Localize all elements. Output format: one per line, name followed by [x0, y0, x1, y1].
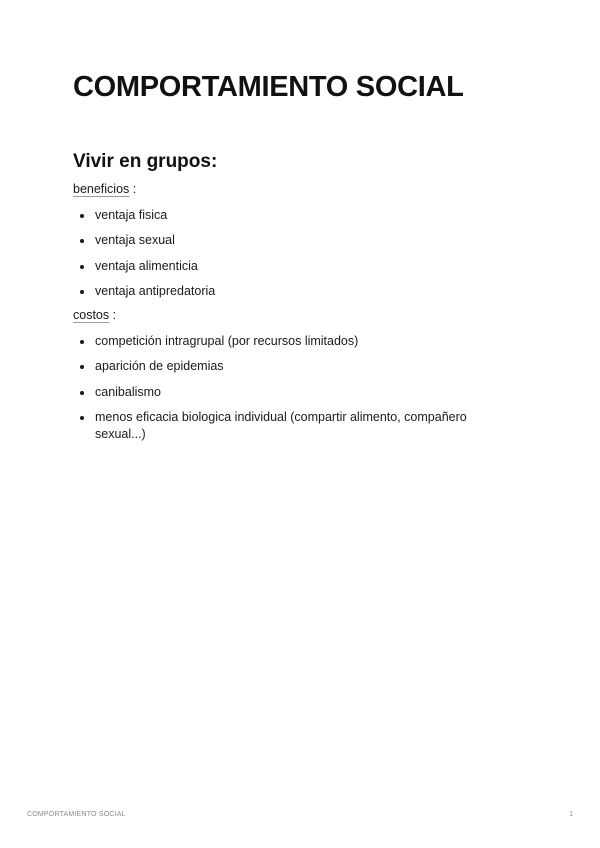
list-item-text: ventaja sexual	[95, 233, 175, 247]
list-item	[73, 409, 513, 443]
list-item	[73, 258, 513, 275]
costs-label: costos	[73, 308, 110, 322]
list-item-text: aparición de epidemias	[95, 359, 224, 373]
list-item-text: ventaja alimenticia	[95, 258, 198, 273]
list-item	[73, 333, 513, 350]
page-title: COMPORTAMIENTO SOCIAL	[73, 71, 464, 103]
list-item-text: canibalismo	[95, 384, 162, 399]
list-item	[73, 358, 513, 375]
bullet-icon	[80, 365, 84, 369]
list-item-text: menos eficacia biologica individual (compartir alimento, compañero sexual...)	[95, 410, 467, 441]
costs-section	[73, 307, 513, 443]
bullet-icon	[80, 239, 84, 243]
list-item-text: ventaja fisica	[95, 207, 168, 222]
benefits-section	[73, 181, 513, 300]
costs-separator: :	[109, 308, 117, 322]
bullet-icon	[80, 214, 84, 218]
costs-label-line	[73, 307, 513, 324]
list-item	[73, 232, 513, 249]
bullet-icon	[80, 416, 84, 420]
footer-title: COMPORTAMIENTO SOCIAL	[27, 811, 126, 818]
list-item	[73, 207, 513, 224]
benefits-label-line	[73, 181, 513, 198]
list-item	[73, 283, 513, 300]
benefits-separator: :	[129, 182, 137, 196]
costs-list	[73, 333, 513, 444]
bullet-icon	[80, 290, 84, 294]
section-heading: Vivir en grupos:	[73, 151, 218, 172]
bullet-icon	[80, 391, 84, 395]
benefits-list	[73, 207, 513, 301]
footer-page-number: 1	[569, 811, 573, 818]
benefits-label: beneficios	[73, 182, 130, 196]
list-item-text: competición intragrupal (por recursos limitados)	[95, 333, 359, 348]
bullet-icon	[80, 265, 84, 269]
list-item-text: ventaja antipredatoria	[95, 284, 216, 298]
bullet-icon	[80, 340, 84, 344]
list-item	[73, 384, 513, 401]
